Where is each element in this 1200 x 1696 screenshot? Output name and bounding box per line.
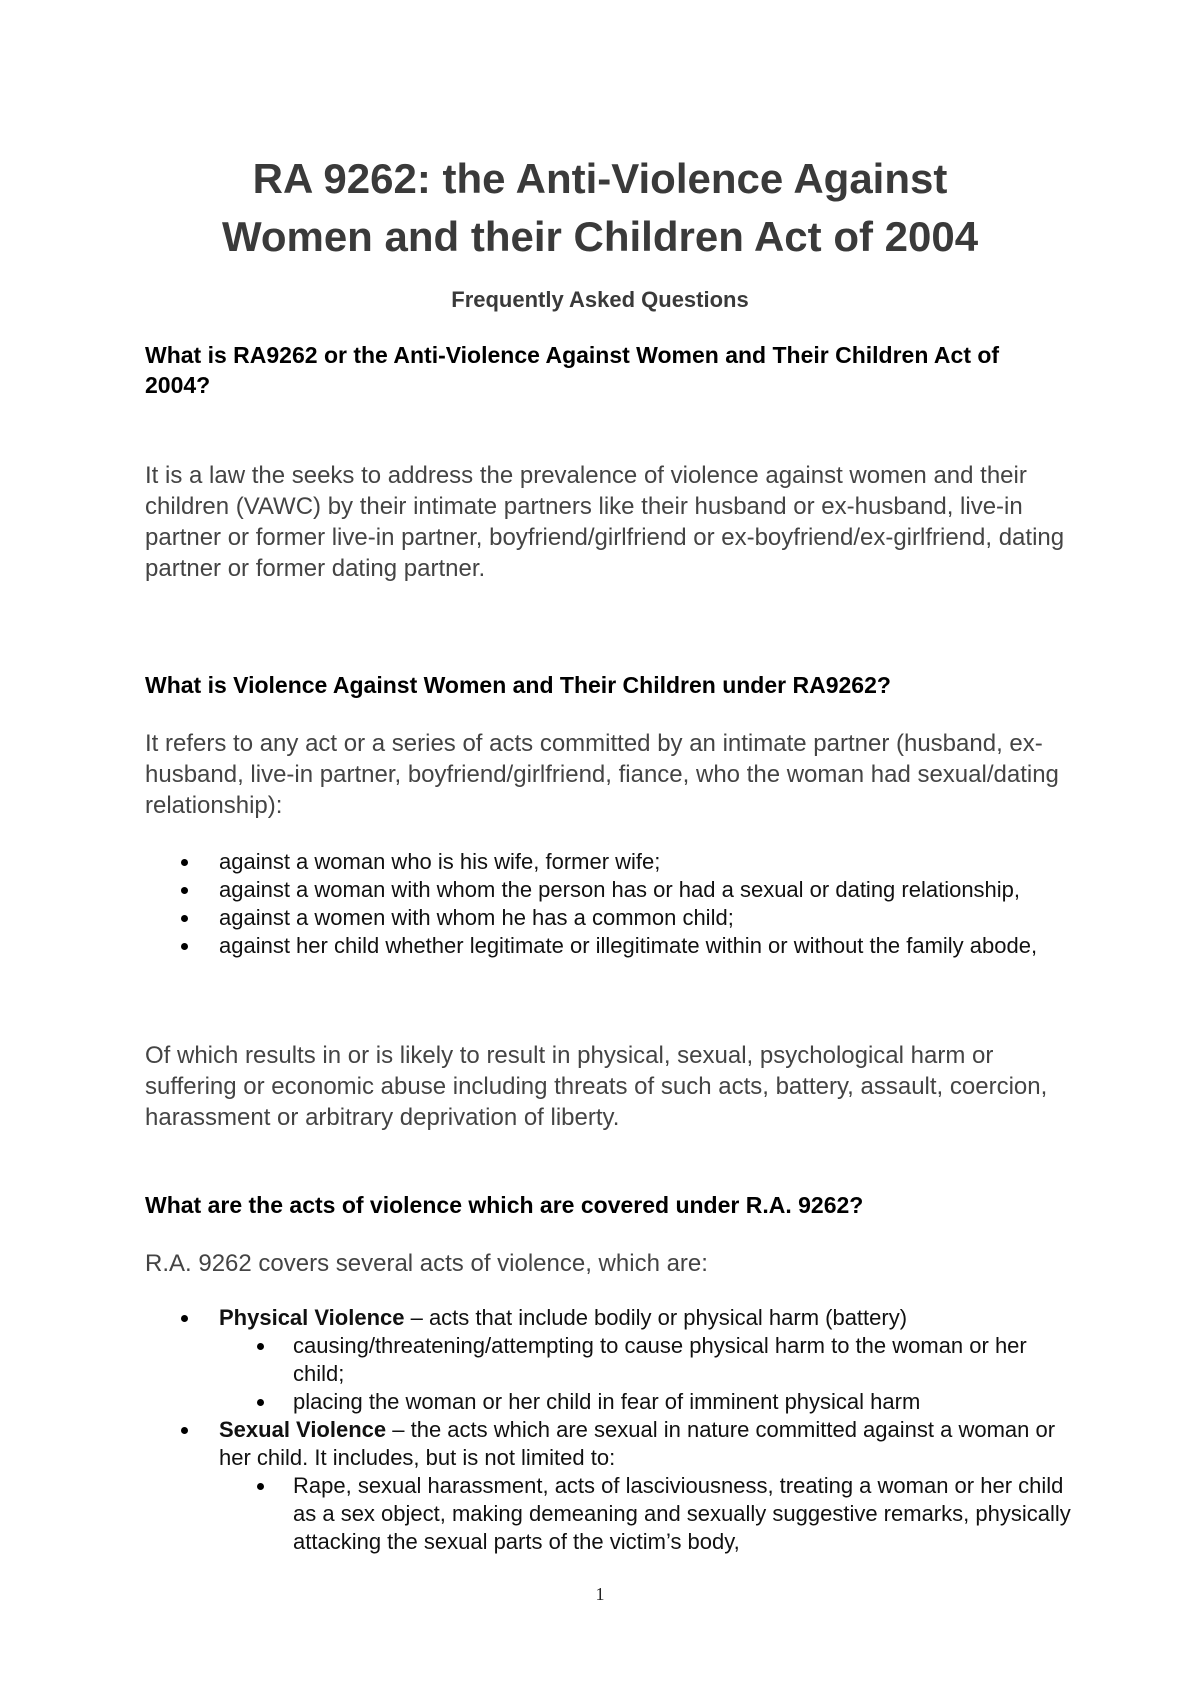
acts-list bbox=[145, 1304, 1075, 1556]
sub-list-item bbox=[219, 1388, 1075, 1416]
act-term: Sexual Violence bbox=[219, 1417, 387, 1442]
list-item bbox=[145, 904, 1075, 932]
list-item-text: against a woman who is his wife, former wife; bbox=[219, 849, 661, 874]
list-item bbox=[145, 876, 1075, 904]
bullet-icon bbox=[181, 1427, 188, 1434]
question-1: What is RA9262 or the Anti-Violence Against Women and Their Children Act of 2004? bbox=[145, 342, 1000, 398]
answer-2: It refers to any act or a series of acts committed by an intimate partner (husband, ex-husband, live-in partner, boyfriend/girlfriend, fiance, who the woman had sexual/dating relationship): bbox=[145, 730, 1059, 819]
list-item-text: against a women with whom he has a common child; bbox=[219, 905, 734, 930]
bullet-icon bbox=[181, 887, 188, 894]
sub-list-item-text: Rape, sexual harassment, acts of lasciviousness, treating a woman or her child as a sex object, making demeaning and sexually suggestive remarks, physically attacking the sexual parts of the victim’s body, bbox=[293, 1473, 1071, 1554]
list-item-text: against her child whether legitimate or illegitimate within or without the family abode, bbox=[219, 933, 1038, 958]
list-item bbox=[145, 848, 1075, 876]
sexual-violence-sublist bbox=[219, 1472, 1075, 1556]
closing-paragraph: Of which results in or is likely to result in physical, sexual, psychological harm or suffering or economic abuse including threats of such acts, battery, assault, coercion, harassment or arbitrary deprivation of liberty. bbox=[145, 1042, 1048, 1131]
answer-3: R.A. 9262 covers several acts of violence, which are: bbox=[145, 1250, 708, 1277]
sub-list-item-text: placing the woman or her child in fear of imminent physical harm bbox=[293, 1389, 921, 1414]
answer-1: It is a law the seeks to address the prevalence of violence against women and their children (VAWC) by their intimate partners like their husband or ex-husband, live-in partner or former live-in partner, boyfriend/girlfriend or ex-boyfriend/ex-girlfriend, dating partner or former dating partner. bbox=[145, 462, 1065, 582]
page-number: 1 bbox=[595, 1584, 605, 1604]
question-3: What are the acts of violence which are covered under R.A. 9262? bbox=[145, 1192, 864, 1218]
list-item-text: against a woman with whom the person has or had a sexual or dating relationship, bbox=[219, 877, 1021, 902]
bullet-icon bbox=[257, 1399, 264, 1406]
bullet-icon bbox=[181, 1315, 188, 1322]
list-item-sexual-violence bbox=[145, 1416, 1075, 1556]
act-definition: – acts that include bodily or physical harm (battery) bbox=[404, 1305, 908, 1330]
bullet-icon bbox=[181, 859, 188, 866]
list-item bbox=[145, 932, 1075, 960]
list-item-physical-violence bbox=[145, 1304, 1075, 1416]
title-line-2: Women and their Children Act of 2004 bbox=[221, 213, 979, 260]
sub-list-item-text: causing/threatening/attempting to cause physical harm to the woman or her child; bbox=[293, 1333, 1027, 1386]
act-definition: – the acts which are sexual in nature committed against a woman or her child. It includes, but is not limited to: bbox=[219, 1417, 1056, 1470]
vawc-bullet-list bbox=[145, 848, 1075, 960]
document-subtitle: Frequently Asked Questions bbox=[451, 287, 749, 312]
bullet-icon bbox=[257, 1483, 264, 1490]
physical-violence-sublist bbox=[219, 1332, 1075, 1416]
question-2: What is Violence Against Women and Their Children under RA9262? bbox=[145, 672, 891, 698]
title-line-1: RA 9262: the Anti-Violence Against bbox=[252, 155, 948, 202]
bullet-icon bbox=[181, 943, 188, 950]
document-title bbox=[100, 150, 1100, 266]
sub-list-item bbox=[219, 1472, 1075, 1556]
act-term: Physical Violence bbox=[219, 1305, 405, 1330]
sub-list-item bbox=[219, 1332, 1075, 1388]
bullet-icon bbox=[181, 915, 188, 922]
bullet-icon bbox=[257, 1343, 264, 1350]
